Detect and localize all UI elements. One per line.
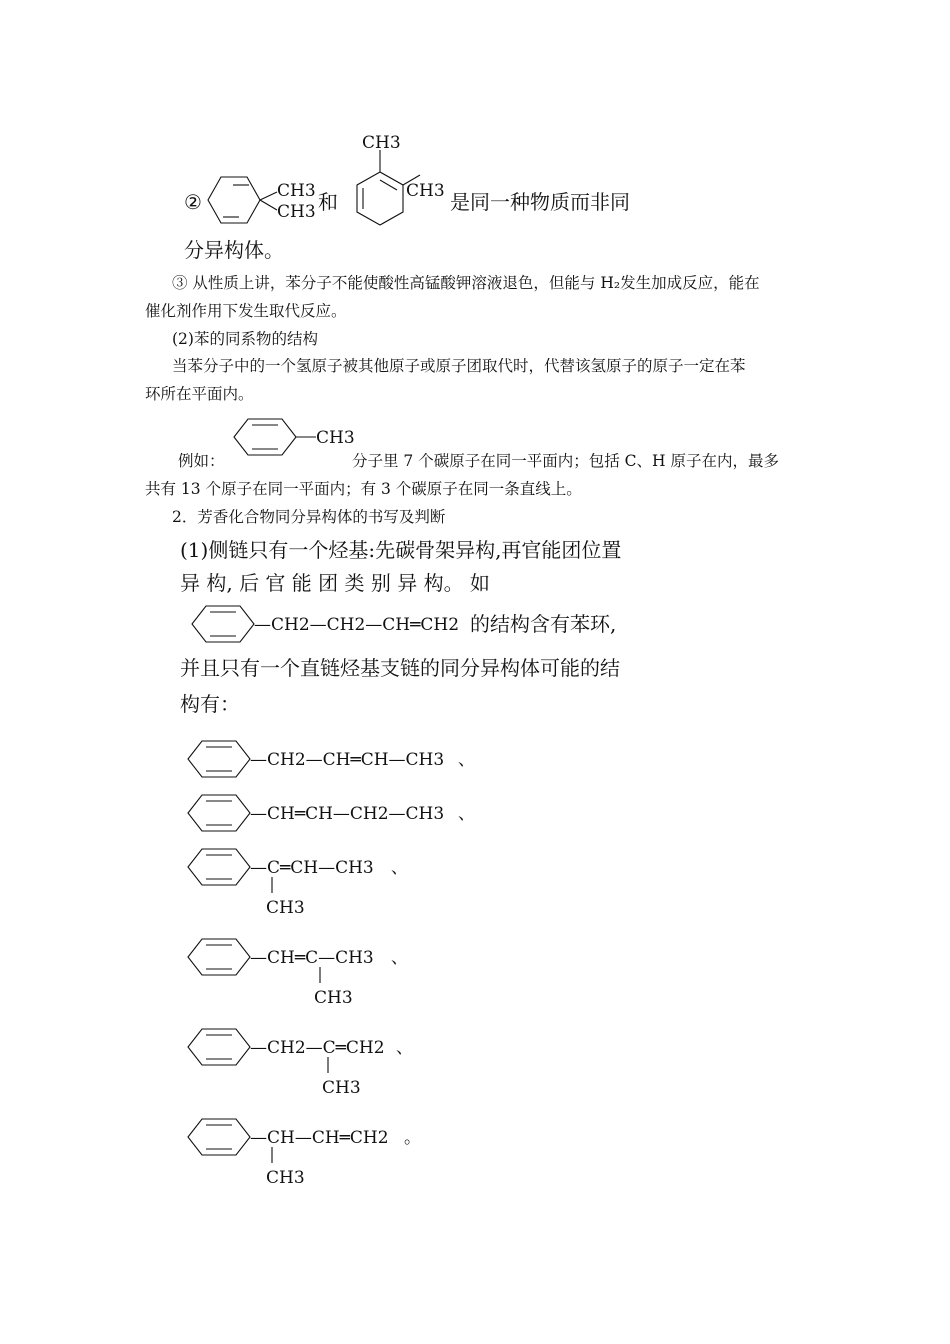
- rule-line: 构有：: [180, 692, 240, 716]
- ortho-xylene-structure-b: [340, 130, 450, 240]
- conjunction: 和: [318, 190, 338, 214]
- branch-methyl: CH3: [266, 898, 305, 918]
- isomer-structure: [186, 1113, 516, 1193]
- chain-formula: —C═CH—CH3: [250, 858, 374, 878]
- item3-line2: 催化剂作用下发生取代反应。: [145, 302, 347, 320]
- isomer-structure: [186, 843, 516, 923]
- toluene-structure: [232, 413, 355, 463]
- chain-formula: —CH═CH—CH2—CH3: [250, 804, 445, 824]
- separator: 、: [458, 804, 475, 824]
- separator: 、: [396, 1038, 413, 1058]
- subsection-heading: (2)苯的同系物的结构: [172, 330, 318, 348]
- section-heading: 2．芳香化合物同分异构体的书写及判断: [172, 508, 446, 526]
- paragraph-line: 环所在平面内。: [145, 385, 254, 403]
- methyl-label: CH3: [277, 202, 316, 222]
- rule-line: (1)侧链只有一个烃基:先碳骨架异构,再官能团位置: [180, 538, 622, 562]
- chain-formula: —CH2—CH2—CH═CH2: [254, 615, 460, 635]
- rule-line: 并且只有一个直链烃基支链的同分异构体可能的结: [180, 656, 620, 680]
- chain-formula: —CH═C—CH3: [250, 948, 374, 968]
- methyl-label: CH3: [316, 428, 355, 448]
- isomer-structure: [186, 735, 516, 785]
- isomer-structure: [186, 1023, 516, 1103]
- methyl-label: CH3: [362, 133, 401, 153]
- branch-methyl: CH3: [322, 1078, 361, 1098]
- separator: 、: [458, 750, 475, 770]
- methyl-label: CH3: [277, 181, 316, 201]
- chain-formula: —CH2—C═CH2: [250, 1038, 385, 1058]
- separator: 。: [404, 1128, 421, 1148]
- chain-formula: —CH2—CH═CH—CH3: [250, 750, 445, 770]
- chain-formula: —CH—CH═CH2: [250, 1128, 389, 1148]
- paragraph-line: 共有 13 个原子在同一平面内；有 3 个碳原子在同一条直线上。: [145, 480, 582, 498]
- isomer-structure: [186, 933, 516, 1013]
- separator: 、: [391, 858, 408, 878]
- isomer-structure: [186, 789, 516, 839]
- branch-methyl: CH3: [266, 1168, 305, 1188]
- example-tail: 的结构含有苯环,: [470, 612, 617, 636]
- rule-line: 异 构, 后 官 能 团 类 别 异 构。 如: [180, 571, 490, 595]
- methyl-label: CH3: [406, 181, 445, 201]
- example-prefix: 例如：: [178, 452, 225, 470]
- branch-methyl: CH3: [314, 988, 353, 1008]
- item3-line1: ③ 从性质上讲，苯分子不能使酸性高锰酸钾溶液退色，但能与 H₂发生加成反应，能在: [172, 274, 760, 292]
- paragraph-line: 分子里 7 个碳原子在同一平面内；包括 C、H 原子在内，最多: [352, 452, 779, 470]
- ortho-xylene-structure-a: [205, 165, 315, 235]
- paragraph-line: 当苯分子中的一个氢原子被其他原子或原子团取代时，代替该氢原子的原子一定在苯: [172, 357, 746, 375]
- item-marker: ②: [184, 190, 202, 214]
- item2-statement-cont: 分异构体。: [184, 238, 284, 262]
- separator: 、: [391, 948, 408, 968]
- item2-statement: 是同一种物质而非同: [450, 190, 630, 214]
